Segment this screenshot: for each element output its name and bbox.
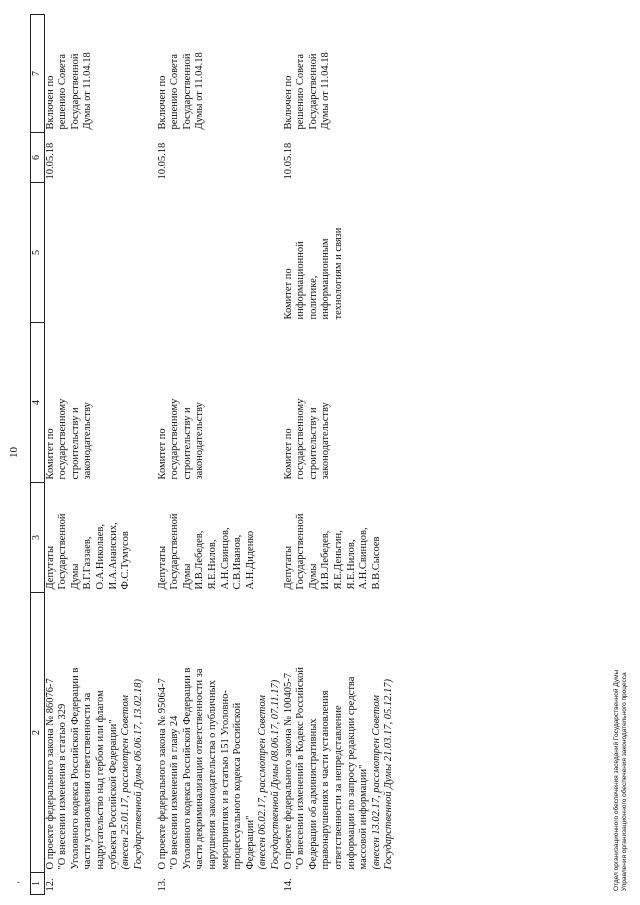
responsible-committee-line: государственному xyxy=(169,398,181,480)
bill-submission-note: Государственной Думы 08.06.17, 07.11.17) xyxy=(269,679,281,870)
bill-authors-line: В.Г.Газзаев, xyxy=(82,536,94,590)
table-row xyxy=(157,15,283,895)
column-number: 6 xyxy=(31,133,45,183)
row-number: 12. xyxy=(44,878,56,892)
decision-note-line: Думы от 11.04.18 xyxy=(320,52,332,130)
responsible-committee-line: строительству и xyxy=(307,407,319,480)
bill-authors-line: Думы xyxy=(181,563,193,590)
table-row xyxy=(283,15,396,895)
responsible-committee-line: Комитет по xyxy=(44,428,56,480)
bill-authors-line: Я.Е.Нилов, xyxy=(206,539,218,590)
bill-authors-line: Государственной xyxy=(57,513,69,590)
bill-authors-line: В.В.Сысоев xyxy=(370,536,382,590)
bill-submission-note: (внесен 13.02.17, рассмотрен Советом xyxy=(370,695,382,870)
decision-note-line: Включен по xyxy=(44,75,56,130)
bill-title-line: Уголовного кодекса Российской Федерации в xyxy=(69,667,81,870)
coexecutor-committee-line: Комитет по xyxy=(282,268,294,320)
responsible-committee xyxy=(157,323,283,483)
corner-mark: ' xyxy=(16,881,26,883)
responsible-committee-line: законодательству xyxy=(82,402,94,480)
bill-authors-line: А.Н.Свинцов, xyxy=(219,527,231,590)
bill-authors-line: О.А.Николаев, xyxy=(94,524,106,590)
decision-note xyxy=(283,15,396,133)
coexecutor-committee xyxy=(157,183,283,323)
responsible-committee-line: законодательству xyxy=(194,402,206,480)
bill-title-line: "О внесении изменения в статью 329 xyxy=(57,703,69,870)
responsible-committee-line: строительству и xyxy=(69,407,81,480)
bill-title xyxy=(283,593,396,873)
bill-authors-line: И.А.Ананских, xyxy=(107,522,119,590)
bill-title-line: Федерации об административных xyxy=(307,718,319,870)
bill-authors-line: Депутаты xyxy=(156,545,168,590)
bill-title-line: О проекте федерального закона № 100405-7 xyxy=(282,672,294,870)
column-number: 2 xyxy=(31,593,45,873)
bill-authors-line: Депутаты xyxy=(282,545,294,590)
footer-line: Управления организационного обеспечения законодательного процесса xyxy=(621,672,628,891)
responsible-committee-line: государственному xyxy=(295,398,307,480)
bill-authors-line: Депутаты xyxy=(44,545,56,590)
bill-submission-note: Государственной Думы 21.03.17, 05.12.17) xyxy=(383,679,395,870)
responsible-committee-line: Комитет по xyxy=(282,428,294,480)
bill-authors-line: И.В.Лебедев, xyxy=(320,530,332,590)
bill-authors-line: Думы xyxy=(69,563,81,590)
bill-title-line: "О внесении изменений в Кодекс Российской xyxy=(295,667,307,870)
column-number: 4 xyxy=(31,323,45,483)
decision-note-line: Включен по xyxy=(156,75,168,130)
bill-authors-line: Я.Е.Деньгин, xyxy=(332,530,344,590)
coexecutor-committee xyxy=(44,183,157,323)
bill-title-line: "О внесении изменений в главу 24 xyxy=(169,715,181,870)
column-number-row xyxy=(31,15,45,895)
bill-title-line: информации по запросу редакции средства xyxy=(345,676,357,870)
bill-title-line: субъекта Российской Федерации" xyxy=(107,719,119,870)
table-body xyxy=(44,15,396,895)
bills-table xyxy=(30,14,396,895)
coexecutor-committee xyxy=(283,183,396,323)
table-row xyxy=(44,15,157,895)
responsible-committee xyxy=(44,323,157,483)
responsible-committee-line: строительству и xyxy=(181,407,193,480)
decision-note-line: решению Совета xyxy=(295,53,307,130)
coexecutor-committee-line: информационной xyxy=(295,241,307,320)
bill-title-line: Федерации" xyxy=(244,815,256,870)
responsible-committee xyxy=(283,323,396,483)
bill-authors xyxy=(283,483,396,593)
bill-title-line: правонарушениях в части установления xyxy=(320,690,332,870)
bill-authors xyxy=(157,483,283,593)
decision-note-line: Государственной xyxy=(69,53,81,130)
coexecutor-committee-line: политике, xyxy=(307,275,319,320)
decision-note-line: Думы от 11.04.18 xyxy=(82,52,94,130)
bill-title-line: части установления ответственности за xyxy=(82,692,94,870)
bill-authors-line: И.В.Лебедев, xyxy=(194,530,206,590)
bill-title-line: массовой информации" xyxy=(358,764,370,870)
bill-title-line: процессуального кодекса Российской xyxy=(232,702,244,870)
coexecutor-committee-line: информационным xyxy=(320,238,332,320)
column-number: 7 xyxy=(31,15,45,133)
footer-line: Отдел организационного обеспечения заседаний Государственной Думы xyxy=(613,669,620,891)
page-number: 10 xyxy=(8,447,20,458)
column-number: 5 xyxy=(31,183,45,323)
bill-authors-line: Думы xyxy=(307,563,319,590)
bill-authors-line: Государственной xyxy=(295,513,307,590)
decision-note-line: Включен по xyxy=(282,75,294,130)
row-number: 14. xyxy=(282,878,294,892)
bill-title-line: О проекте федерального закона № 86076-7 xyxy=(44,678,56,870)
responsible-committee-line: законодательству xyxy=(320,402,332,480)
consideration-date: 10.05.18 xyxy=(156,142,168,180)
bill-authors-line: Государственной xyxy=(169,513,181,590)
responsible-committee-line: государственному xyxy=(57,398,69,480)
bill-submission-note: (внесен 06.02.17, рассмотрен Советом xyxy=(257,695,269,870)
bill-title-line: надругательство над гербом или флагом xyxy=(94,690,106,870)
consideration-date: 10.05.18 xyxy=(282,142,294,180)
decision-note xyxy=(157,15,283,133)
decision-note-line: Думы от 11.04.18 xyxy=(194,52,206,130)
bill-authors-line: Я.Е.Нилов, xyxy=(345,539,357,590)
bill-title-line: Уголовного кодекса Российской Федерации в xyxy=(181,667,193,870)
bill-authors-line: Ф.С.Тумусов xyxy=(120,531,132,590)
bill-title xyxy=(157,593,283,873)
bill-authors-line: А.Н.Свинцов, xyxy=(358,527,370,590)
bill-title xyxy=(44,593,157,873)
bill-title-line: нарушения законодательства о публичных xyxy=(206,680,218,870)
bill-submission-note: (внесен 25.01.17, рассмотрен Советом xyxy=(120,695,132,870)
bill-authors xyxy=(44,483,157,593)
decision-note-line: решению Совета xyxy=(57,53,69,130)
bill-title-line: ответственности за непредставление xyxy=(332,705,344,870)
bill-submission-note: Государственной Думы 06.06.17, 13.02.18) xyxy=(132,679,144,870)
decision-note-line: Государственной xyxy=(307,53,319,130)
bill-authors-line: С.В.Иванов, xyxy=(232,534,244,590)
decision-note-line: Государственной xyxy=(181,53,193,130)
bill-title-line: О проекте федерального закона № 95064-7 xyxy=(156,678,168,870)
column-number: 3 xyxy=(31,483,45,593)
bill-authors-line: А.Н.Диденко xyxy=(244,530,256,590)
decision-note xyxy=(44,15,157,133)
footer-note xyxy=(613,670,629,891)
bill-title-line: мероприятиях и в статью 151 Уголовно- xyxy=(219,690,231,870)
decision-note-line: решению Совета xyxy=(169,53,181,130)
consideration-date: 10.05.18 xyxy=(44,142,56,180)
row-number: 13. xyxy=(156,878,168,892)
bill-title-line: части декриминализации ответственности за xyxy=(194,668,206,870)
coexecutor-committee-line: технологиям и связи xyxy=(332,227,344,320)
responsible-committee-line: Комитет по xyxy=(156,428,168,480)
column-number: 1 xyxy=(31,873,45,895)
